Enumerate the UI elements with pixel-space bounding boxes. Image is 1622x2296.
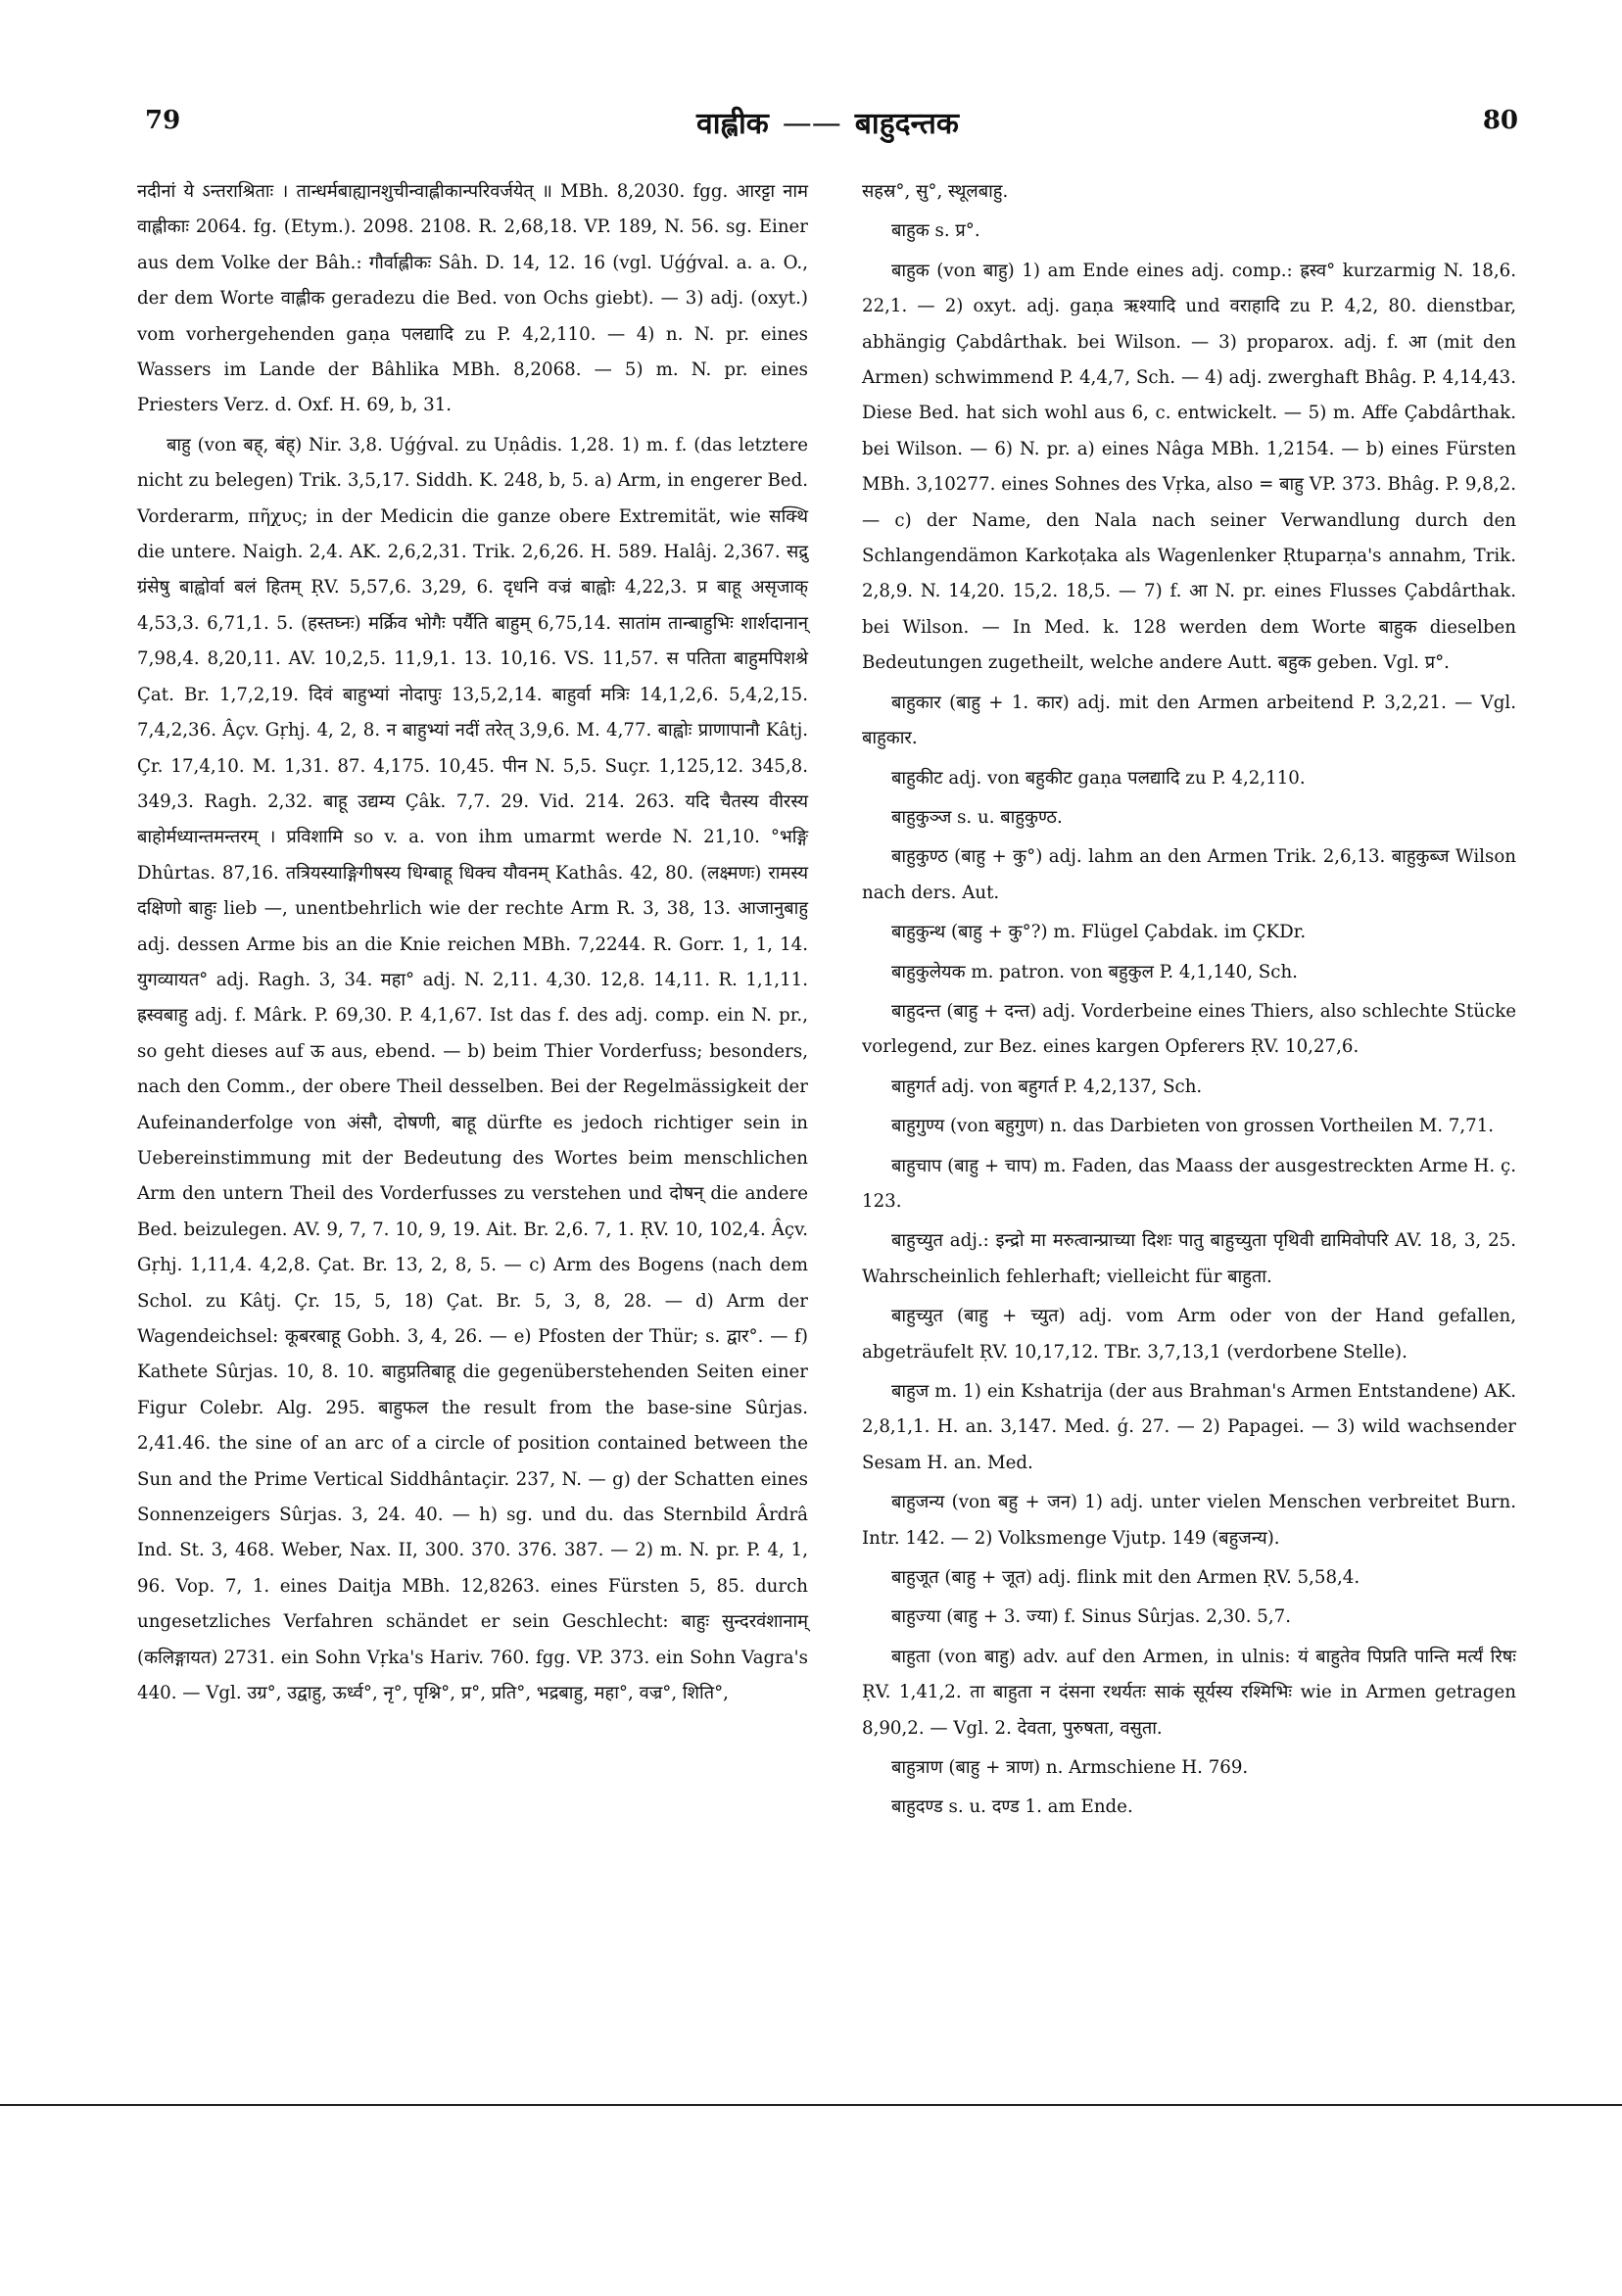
entry-continuation-right: सहस्र°, सु°, स्थूलबाहु. bbox=[862, 181, 1009, 202]
entry: बाहुकुन्थ (बाहु + कु°?) m. Flügel Çabdak. im ÇKDr. bbox=[891, 922, 1307, 943]
page-header bbox=[137, 106, 1518, 155]
entry: बाहुजन्य (von बहु + जन) 1) adj. unter vielen Menschen verbreitet Burn. Intr. 142. — 2) Volksmenge Vjutp. 149 (बहुजन्य). bbox=[862, 1492, 1516, 1549]
entry: बाहुक (von बाहु) 1) am Ende eines adj. comp.: ह्रस्व° kurzarmig N. 18,6. 22,1. — 2) oxyt. adj. gaṇa ऋश्यादि und वराहादि zu P. 4,2, 80. dienstbar, abhängig Çabdârthak. bei Wilson. — 3) proparox. adj. f. आ (mit den Armen) schwimmend P. 4,4,7, Sch. — 4) adj. zwerghaft Bhâg. P. 4,14,43. Diese Bed. hat sich wohl aus 6, c. entwickelt. — 5) m. Affe Çabdârthak. bei Wilson. — 6) N. pr. a) eines Nâga MBh. 1,2154. — b) eines Fürsten MBh. 3,10277. eines Sohnes des Vṛka, also = बाहु VP. 373. Bhâg. P. 9,8,2. — c) der Name, den Nala nach seiner Verwandlung durch den Schlangendämon Karkoṭaka als Wagenlenker Ṛtuparṇa's annahm, Trik. 2,8,9. N. 14,20. 15,2. 18,5. — 7) f. आ N. pr. eines Flusses Çabdârthak. bei Wilson. — In Med. k. 128 werden dem Worte बाहुक dieselben Bedeutungen zugetheilt, welche andere Autt. बहुक geben. Vgl. प्र°. bbox=[862, 260, 1516, 674]
running-head-dash: —— bbox=[782, 107, 841, 141]
entry: बाहुज m. 1) ein Kshatrija (der aus Brahman's Armen Entstandene) AK. 2,8,1,1. H. an. 3,147. Med. ǵ. 27. — 2) Papagei. — 3) wild wachsender Sesam H. an. Med. bbox=[862, 1381, 1516, 1473]
entry-bahu: बाहु (von बह्, बंह्) Nir. 3,8. Uǵǵval. zu Uṇâdis. 1,28. 1) m. f. (das letztere nicht zu belegen) Trik. 3,5,17. Siddh. K. 248, b, 5. a) Arm, in engerer Bed. Vorderarm, πῆχυς; in der Medicin die ganze obere Extremität, wie सक्थि die untere. Naigh. 2,4. AK. 2,6,2,31. Trik. 2,6,26. H. 589. Halâj. 2,367. सद्रु ग्रंसेषु बाह्वोर्वा बलं हितम् ṚV. 5,57,6. 3,29, 6. दृधनि वज्रं बाह्वोः 4,22,3. प्र बाहू असृजाक् 4,53,3. 6,71,1. 5. (हस्तघ्नः) मर्क्रिव भोगैः पर्यैति बाहुम् 6,75,14. सातांम तान्बाहुभिः शार्शदानान् 7,98,4. 8,20,11. AV. 10,2,5. 11,9,1. 13. 10,16. VS. 11,57. स पतिता बाहुमपिशश्रे Çat. Br. 1,7,2,19. दिवं बाहुभ्यां नोदापुः 13,5,2,14. बाहुर्वा मत्रिः 14,1,2,6. 5,4,2,15. 7,4,2,36. Âçv. Gṛhj. 4, 2, 8. न बाहुभ्यां नदीं तरेत् 3,9,6. M. 4,77. बाह्वोः प्राणापानौ Kâtj. Çr. 17,4,10. M. 1,31. 87. 4,175. 10,45. पीन N. 5,5. Suçr. 1,125,12. 345,8. 349,3. Ragh. 2,32. बाहू उद्यम्य Çâk. 7,7. 29. Vid. 214. 263. यदि चैतस्य वीरस्य बाहोर्मध्यान्तमन्तरम् । प्रविशामि so v. a. von ihm umarmt werde N. 21,10. °भङ्गि Dhûrtas. 87,16. तत्रियस्याङ्गिगीषस्य धिग्बाहू धिक्च यौवनम् Kathâs. 42, 80. (लक्ष्मणः) रामस्य दक्षिणो बाहुः lieb —, unentbehrlich wie der rechte Arm R. 3, 38, 13. आजानुबाहु adj. dessen Arme bis an die Knie reichen MBh. 7,2244. R. Gorr. 1, 1, 14. युगव्यायत° adj. Ragh. 3, 34. महा° adj. N. 2,11. 4,30. 12,8. 14,11. R. 1,1,11. ह्रस्वबाहु adj. f. Mârk. P. 69,30. P. 4,1,67. Ist das f. des adj. comp. ein N. pr., so geht dieses auf ऊ aus, ebend. — b) beim Thier Vorderfuss; besonders, nach den Comm., der obere Theil desselben. Bei der Regelmässigkeit der Aufeinanderfolge von अंसौ, दोषणी, बाहू dürfte es jedoch richtiger sein in Uebereinstimmung mit der Bedeutung des Wortes beim menschlichen Arm den untern Theil des Vorderfusses zu verstehen und दोषन् die andere Bed. beizulegen. AV. 9, 7, 7. 10, 9, 19. Ait. Br. 2,6. 7, 1. ṚV. 10, 102,4. Âçv. Gṛhj. 1,11,4. 4,2,8. Çat. Br. 13, 2, 8, 5. — c) Arm des Bogens (nach dem Schol. zu Kâtj. Çr. 15, 5, 18) Çat. Br. 5, 3, 8, 28. — d) Arm der Wagendeichsel: कूबरबाहू Gobh. 3, 4, 26. — e) Pfosten der Thür; s. द्वार°. — f) Kathete Sûrjas. 10, 8. 10. बाहुप्रतिबाहू die gegenüberstehenden Seiten einer Figur Colebr. Alg. 295. बाहुफल the result from the base-sine Sûrjas. 2,41.46. the sine of an arc of a circle of position contained between the Sun and the Prime Vertical Siddhântaçir. 237, N. — g) der Schatten eines Sonnenzeigers Sûrjas. 3, 24. 40. — h) sg. und du. das Sternbild Ârdrâ Ind. St. 3, 468. Weber, Nax. II, 300. 370. 376. 387. — 2) m. N. pr. P. 4, 1, 96. Vop. 7, 1. eines Daitja MBh. 12,8263. eines Fürsten 5, 85. durch ungesetzliches Verfahren schändet er sein Geschlecht: बाहुः सुन्दरवंशानाम् (कलिङ्गायत) 2731. ein Sohn Vṛka's Hariv. 760. fgg. VP. 373. ein Sohn Vagra's 440. — Vgl. उग्र°, उद्वाहु, ऊर्ध्व°, नृ°, पृश्नि°, प्र°, प्रति°, भद्रबाहु, महा°, वज्र°, शिति°, bbox=[137, 434, 808, 1704]
entry: बाहुत्राण (बाहु + त्राण) n. Armschiene H. 769. bbox=[891, 1757, 1249, 1779]
entry: बाहुता (von बाहु) adv. auf den Armen, in ulnis: यं बाहुतेव पिप्रति पान्ति मर्त्यं रिषः ṚV. 1,41,2. ता बाहुता न दंसना रथर्यतः साकं सूर्यस्य रश्मिभिः wie in Armen getragen 8,90,2. — Vgl. 2. देवता, पुरुषता, वसुता. bbox=[862, 1646, 1516, 1739]
entry: बाहुकुण्ठ (बाहु + कु°) adj. lahm an den Armen Trik. 2,6,13. बाहुकुब्ज Wilson nach ders. Aut. bbox=[862, 846, 1516, 903]
entry-continuation: नदीनां ये ऽन्तराश्रिताः । तान्धर्मबाह्यानशुचीन्वाह्लीकान्परिवर्जयेत् ॥ MBh. 8,2030. fgg. आरट्टा नाम वाह्लीकाः 2064. fg. (Etym.). 2098. 2108. R. 2,68,18. VP. 189, N. 56. sg. Einer aus dem Volke der Bâh.: गौर्वाह्लीकः Sâh. D. 14, 12. 16 (vgl. Uǵǵval. a. a. O., der dem Worte वाह्लीक geradezu die Bed. von Ochs giebt). — 3) adj. (oxyt.) vom vorhergehenden gaṇa पलद्यादि zu P. 4,2,110. — 4) n. N. pr. eines Wassers im Lande der Bâhlika MBh. 8,2068. — 5) m. N. pr. eines Priesters Verz. d. Oxf. H. 69, b, 31. bbox=[137, 181, 808, 416]
page-number-left: 79 bbox=[145, 106, 181, 135]
entry: बाहुकार (बाहु + 1. कार) adj. mit den Armen arbeitend P. 3,2,21. — Vgl. बाहुकार. bbox=[862, 692, 1516, 749]
running-head-last-word: बाहुदन्तक bbox=[854, 107, 959, 141]
page-number-right: 80 bbox=[1482, 106, 1518, 135]
bottom-rule bbox=[0, 2104, 1622, 2106]
entry: बाहुच्युत adj.: इन्द्रो मा मरुत्वान्प्राच्या दिशः पातु बाहुच्युता पृथिवी द्यामिवोपरि AV. 18, 3, 25. Wahrscheinlich fehlerhaft; vielleicht für बाहुता. bbox=[862, 1230, 1516, 1287]
entry: बाहुगुण्य (von बहुगुण) n. das Darbieten von grossen Vortheilen M. 7,71. bbox=[891, 1116, 1495, 1137]
entry: बाहुक s. प्र°. bbox=[891, 220, 980, 242]
running-head-first-word: वाह्लीक bbox=[696, 107, 769, 141]
entry: बाहुकीट adj. von बहुकीट gaṇa पलद्यादि zu P. 4,2,110. bbox=[891, 767, 1306, 789]
entry: बाहुदण्ड s. u. दण्ड 1. am Ende. bbox=[891, 1796, 1133, 1818]
entry: बाहुकुलेयक m. patron. von बहुकुल P. 4,1,140, Sch. bbox=[891, 961, 1298, 982]
entry: बाहुजूत (बाहु + जूत) adj. flink mit den Armen ṚV. 5,58,4. bbox=[891, 1567, 1360, 1589]
right-column bbox=[862, 174, 1516, 1830]
entry: बाहुच्युत (बाहु + च्युत) adj. vom Arm oder von der Hand gefallen, abgeträufelt ṚV. 10,17,12. TBr. 3,7,13,1 (verdorbene Stelle). bbox=[862, 1306, 1516, 1363]
running-head bbox=[137, 102, 1518, 142]
entry: बाहुगर्त adj. von बहुगर्त P. 4,2,137, Sch. bbox=[891, 1076, 1203, 1097]
entry: बाहुकुञ्ज s. u. बाहुकुण्ठ. bbox=[891, 806, 1063, 828]
entry: बाहुदन्त (बाहु + दन्त) adj. Vorderbeine eines Thiers, also schlechte Stücke vorlegend, zur Bez. eines kargen Opferers ṚV. 10,27,6. bbox=[862, 1000, 1516, 1058]
entry: बाहुज्या (बाहु + 3. ज्या) f. Sinus Sûrjas. 2,30. 5,7. bbox=[891, 1606, 1291, 1628]
entry: बाहुचाप (बाहु + चाप) m. Faden, das Maass der ausgestreckten Arme H. ç. 123. bbox=[862, 1155, 1516, 1212]
left-column bbox=[137, 174, 808, 1715]
